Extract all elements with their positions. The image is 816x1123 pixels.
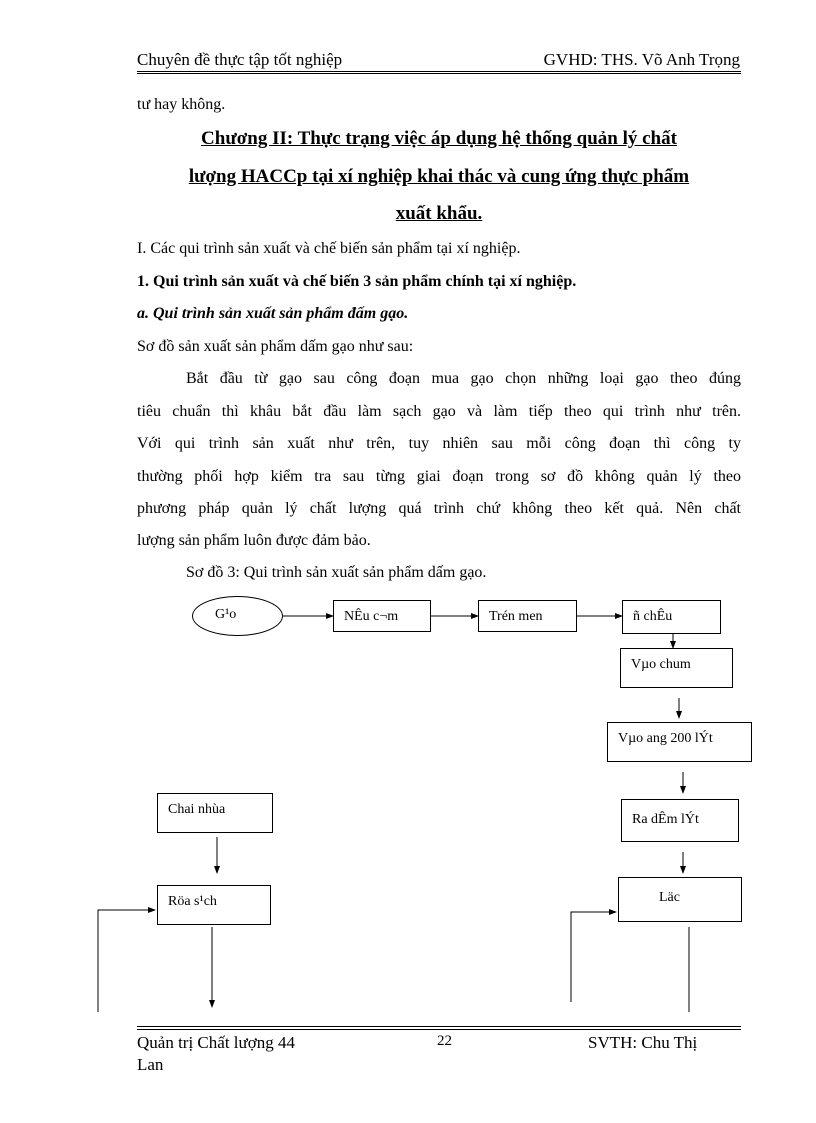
flow-step-label: Ra dÊm lÝt bbox=[632, 812, 699, 827]
footer-rule-2 bbox=[137, 1029, 741, 1030]
flow-step-label: Läc bbox=[659, 890, 680, 905]
section-heading: I. Các qui trình sản xuất và chế biến sản phẩm tại xí nghiệp. bbox=[137, 240, 521, 257]
flow-step-wash-clean bbox=[157, 885, 271, 925]
flow-step-label: Vµo chum bbox=[631, 657, 691, 672]
page-number: 22 bbox=[437, 1033, 452, 1049]
loop-to-filter bbox=[571, 912, 616, 1002]
flow-step-label: Röa s¹ch bbox=[168, 894, 217, 909]
subsection-a-heading: a. Qui trình sản xuất sản phẩm đấm gạo. bbox=[137, 305, 409, 322]
flow-step-label: NÊu c¬m bbox=[344, 609, 399, 624]
paragraph-line: Với qui trình sản xuất như trên, tuy nhiên sau mỗi công đoạn thì công ty bbox=[137, 435, 741, 452]
paragraph-line: lượng sản phẩm luôn được đảm bảo. bbox=[137, 532, 371, 549]
paragraph-line: thường phối hợp kiểm tra sau từng giai đoạn trong sơ đồ không quản lý theo bbox=[137, 468, 741, 485]
flow-step-label: Vµo ang 200 lÝt bbox=[618, 731, 713, 746]
flow-step-into-jar bbox=[620, 648, 733, 688]
flow-step-plastic-bottle bbox=[157, 793, 273, 833]
flow-start-ellipse bbox=[192, 596, 283, 636]
diagram-intro: Sơ đồ sản xuất sản phẩm dấm gạo như sau: bbox=[137, 338, 414, 355]
footer-left: Quản trị Chất lượng 44 bbox=[137, 1033, 295, 1052]
paragraph-line: Bắt đầu từ gạo sau công đoạn mua gạo chọn những loại gạo theo đúng bbox=[186, 370, 741, 387]
chapter-title-line3: xuất khẩu. bbox=[395, 203, 483, 224]
flow-step-into-vat bbox=[607, 722, 752, 762]
subsection-heading: 1. Qui trình sản xuất và chế biến 3 sản phẩm chính tại xí nghiệp. bbox=[137, 273, 577, 290]
header-left: Chuyên đề thực tập tốt nghiệp bbox=[137, 50, 343, 69]
flow-step-label: ñ chÊu bbox=[633, 609, 673, 624]
header-right: GVHD: THS. Võ Anh Trọng bbox=[543, 50, 740, 69]
flow-step-cook-rice bbox=[333, 600, 431, 632]
flow-step-label: Chai nhùa bbox=[168, 802, 226, 817]
flow-step-vinegar-out bbox=[621, 799, 739, 842]
footer-rule bbox=[137, 1026, 741, 1027]
flow-step-label: Trén men bbox=[489, 609, 543, 624]
flow-step-mix-yeast bbox=[478, 600, 577, 632]
flow-step-filter bbox=[618, 877, 742, 922]
chapter-title-line2: lượng HACCp tại xí nghiệp khai thác và cung ứng thực phẩm bbox=[188, 166, 690, 187]
paragraph-line: phương pháp quản lý chất lượng quá trình chứ không theo kết quả. Nên chất bbox=[137, 500, 741, 517]
paragraph-line: tiêu chuẩn thì khâu bắt đầu làm sạch gạo và làm tiếp theo qui trình như trên. bbox=[137, 403, 741, 420]
flow-step-ferment bbox=[622, 600, 721, 634]
flow-start-label: G¹o bbox=[215, 607, 237, 622]
footer-left-continued: Lan bbox=[137, 1055, 164, 1074]
diagram-caption: Sơ đồ 3: Qui trình sản xuất sản phẩm dấm gạo. bbox=[186, 564, 487, 581]
continuation-text: tư hay không. bbox=[137, 96, 226, 113]
chapter-title-line1: Chương II: Thực trạng việc áp dụng hệ thống quản lý chất bbox=[201, 128, 677, 149]
footer-right: SVTH: Chu Thị bbox=[588, 1033, 698, 1052]
loop-to-wash bbox=[98, 910, 155, 1012]
